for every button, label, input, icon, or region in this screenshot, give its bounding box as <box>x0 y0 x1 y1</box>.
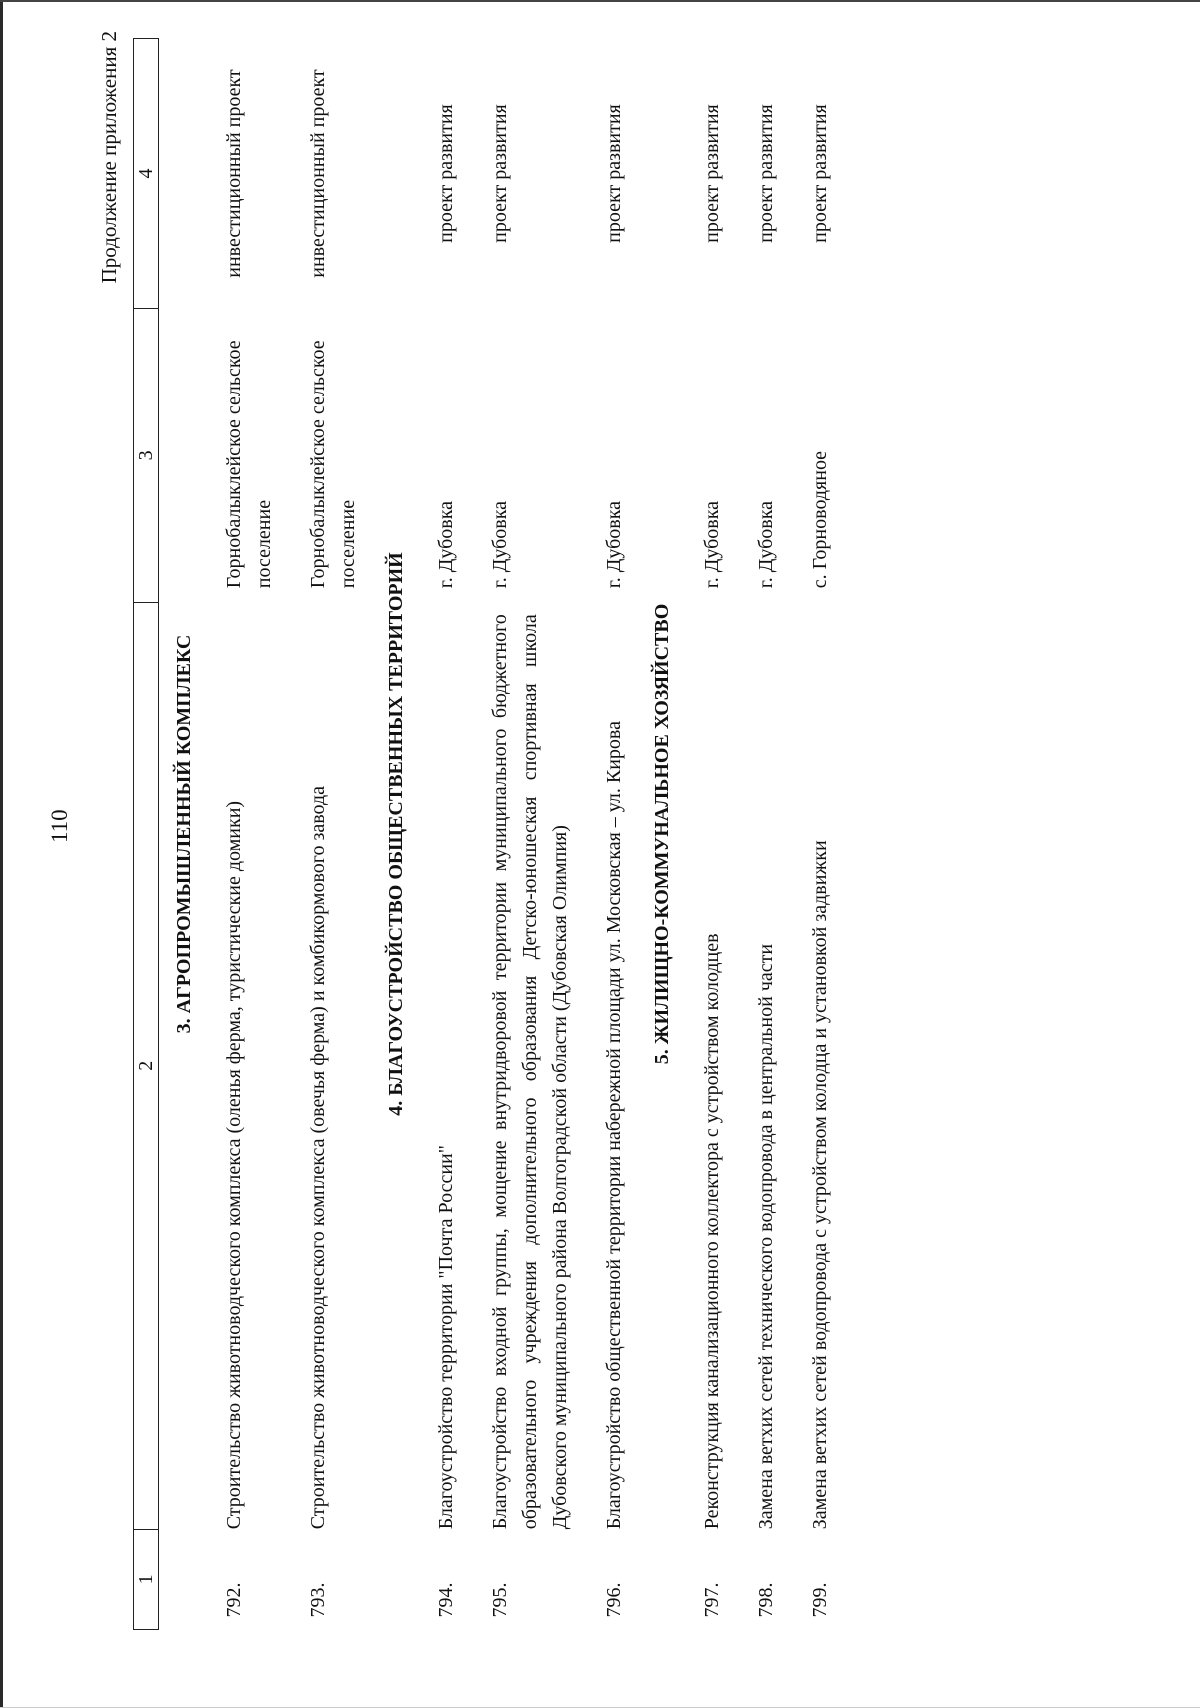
row-number: 797. <box>701 1582 723 1618</box>
header-col-1: 1 <box>134 1529 159 1629</box>
row-project-type: проект развития <box>809 104 831 243</box>
table-row <box>287 39 371 1630</box>
row-number: 794. <box>435 1582 457 1618</box>
table-row <box>415 39 469 1630</box>
row-name: Благоустройство общественной территории набережной площади ул. Московская – ул. Кирова <box>603 721 625 1530</box>
table-row <box>789 39 843 1630</box>
row-name: Реконструкция канализационного коллектора с устройством колодцев <box>701 933 723 1530</box>
row-location: г. Дубовка <box>489 501 511 589</box>
row-name: Замена ветхих сетей водопровода с устройством колодца и установкой задвижки <box>809 840 831 1530</box>
header-row <box>134 39 159 1630</box>
table-body <box>159 39 844 1630</box>
section-row <box>371 39 415 1630</box>
header-col-3: 3 <box>134 309 159 603</box>
row-number: 799. <box>809 1582 831 1618</box>
section-title: 4. БЛАГОУСТРОЙСТВО ОБЩЕСТВЕННЫХ ТЕРРИТОРИЙ <box>385 552 407 1116</box>
row-name: Строительство животноводческого комплекса (оленья ферма, туристические домики) <box>223 800 245 1530</box>
section-title: 5. ЖИЛИЩНО-КОММУНАЛЬНОЕ ХОЗЯЙСТВО <box>651 603 673 1065</box>
table-row <box>681 39 735 1630</box>
row-number: 795. <box>489 1582 511 1618</box>
row-number: 798. <box>755 1582 777 1618</box>
section-row <box>637 39 681 1630</box>
row-project-type: инвестиционный проект <box>307 69 329 278</box>
row-location: с. Горноводяное <box>809 450 831 589</box>
appendix-heading: Продолжение приложения 2 <box>97 31 121 284</box>
header-col-2: 2 <box>134 602 159 1529</box>
row-project-type: проект развития <box>755 104 777 243</box>
section-title: 3. АГРОПРОМЫШЛЕННЫЙ КОМПЛЕКС <box>173 634 195 1034</box>
section-row <box>159 39 204 1630</box>
table-row <box>583 39 637 1630</box>
scan-left-edge <box>0 0 3 1708</box>
row-project-type: инвестиционный проект <box>223 69 245 278</box>
rotated-sheet <box>85 30 1145 1630</box>
row-name: Благоустройство территории "Почта России" <box>435 1145 457 1530</box>
row-name: Строительство животноводческого комплекса (овечья ферма) и комбикормового завода <box>307 785 329 1530</box>
row-location: г. Дубовка <box>755 501 777 589</box>
row-location: г. Дубовка <box>701 501 723 589</box>
header-col-4: 4 <box>134 39 159 309</box>
row-number: 796. <box>603 1582 625 1618</box>
row-location: Горнобалыклейское сельское поселение <box>307 340 359 589</box>
row-project-type: проект развития <box>435 104 457 243</box>
table-row <box>203 39 287 1630</box>
row-project-type: проект развития <box>701 104 723 243</box>
page-number: 110 <box>47 809 72 843</box>
row-number: 792. <box>223 1582 245 1618</box>
scan-top-edge <box>0 0 1200 2</box>
row-name: Благоустройство входной группы, мощение внутридворовой территории муниципального бюджетного образовательного учреждения дополнительного образования Детско-юношеская спортивная школа Дубовского муниципального района Волгоградской области (Дубовская Олимпия) <box>489 614 571 1530</box>
row-project-type: проект развития <box>489 104 511 243</box>
table-row <box>735 39 789 1630</box>
row-location: г. Дубовка <box>435 501 457 589</box>
projects-table <box>133 38 843 1630</box>
table-row <box>469 39 583 1630</box>
row-location: г. Дубовка <box>603 501 625 589</box>
row-project-type: проект развития <box>603 104 625 243</box>
row-number: 793. <box>307 1582 329 1618</box>
row-location: Горнобалыклейское сельское поселение <box>223 340 275 589</box>
row-name: Замена ветхих сетей технического водопровода в центральной части <box>755 943 777 1530</box>
